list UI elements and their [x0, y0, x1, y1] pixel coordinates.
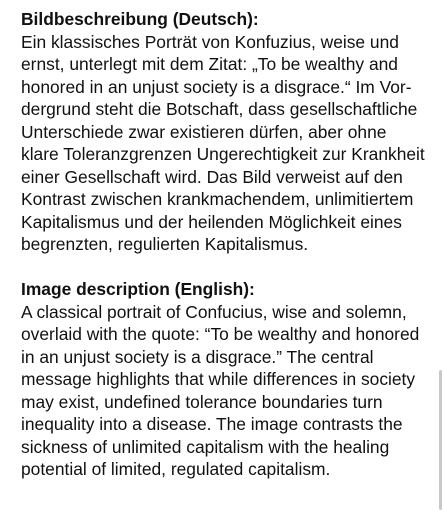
english-text-line: A classical portrait of Confucius, wise and solemn,: [21, 301, 407, 322]
document-body: [21, 8, 426, 481]
german-heading: Bildbeschreibung (Deutsch):: [21, 9, 259, 29]
german-text-line: begrenzten, regulierten Kapitalismus.: [21, 234, 309, 254]
english-description-section: [21, 278, 426, 481]
english-text-line: sickness of unlimited capitalism with the healing: [21, 436, 390, 457]
german-text-line: einer Gesellschaft wird. Das Bild verweist auf den: [21, 166, 403, 187]
english-text-line: overlaid with the quote: “To be wealthy and honored: [21, 324, 420, 344]
german-text-line: ernst, unterlegt mit dem Zitat: „To be wealthy and: [21, 54, 398, 74]
german-text-line: Kontrast zwischen krankmachendem, unlimitiertem: [21, 189, 414, 209]
english-text-line: potential of limited, regulated capitalism.: [21, 459, 331, 479]
german-text-line: honored in an unjust society is a disgrace.“ Im Vor-: [21, 76, 412, 97]
english-text-line: may exist, undefined tolerance boundaries turn: [21, 391, 383, 412]
english-heading: Image description (English):: [21, 279, 255, 299]
german-text-line: klare Toleranzgrenzen Ungerechtigkeit zur Krankheit: [21, 144, 425, 164]
german-text-line: Kapitalismus und der heilenden Möglichkeit eines: [21, 211, 402, 232]
english-text-line: in an unjust society is a disgrace.” The central: [21, 346, 374, 367]
english-text-line: message highlights that while differences in society: [21, 369, 416, 389]
german-description-section: [21, 8, 426, 256]
english-text-line: inequality into a disease. The image contrasts the: [21, 414, 403, 434]
german-text-line: dergrund steht die Botschaft, dass gesellschaftliche: [21, 99, 418, 119]
german-text-line: Unterschiede zwar existieren dürfen, aber ohne: [21, 121, 387, 142]
section-spacer: [21, 256, 426, 279]
vertical-scrollbar[interactable]: [439, 370, 442, 510]
german-text-line: Ein klassisches Porträt von Konfuzius, weise und: [21, 31, 399, 52]
